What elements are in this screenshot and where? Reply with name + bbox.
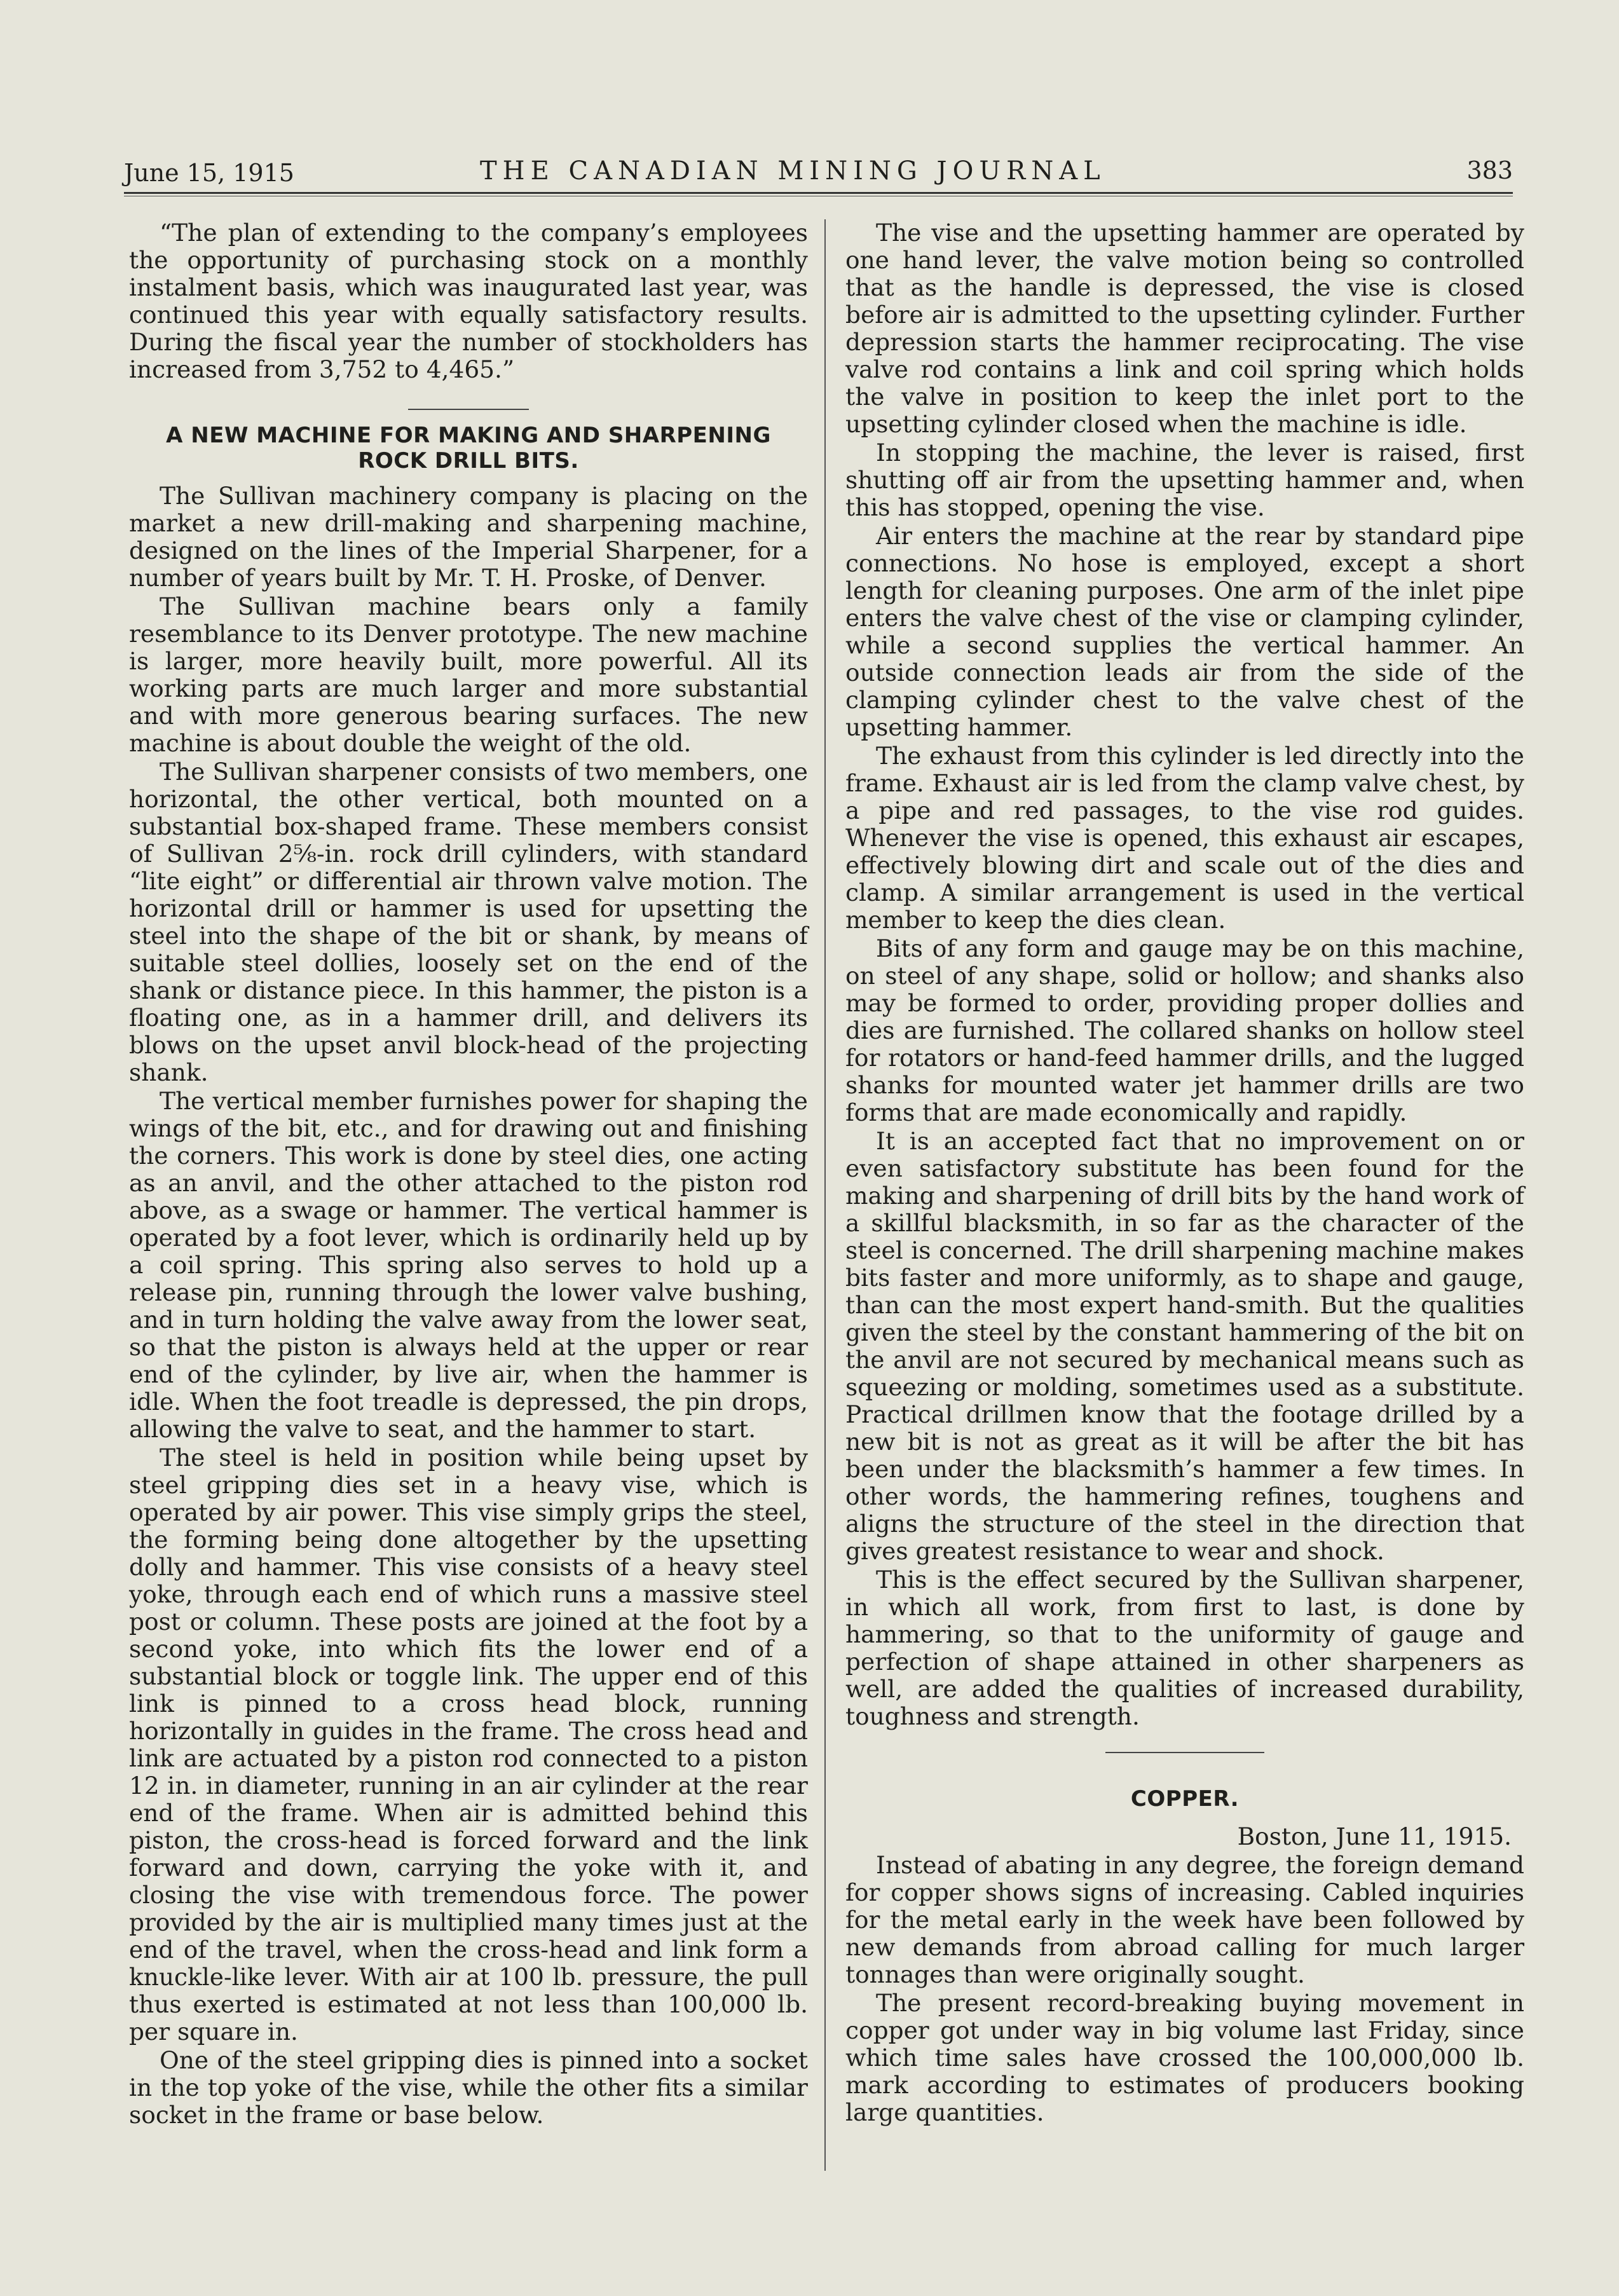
article-paragraph: One of the steel gripping dies is pinned into a socket in the top yoke of the vise, while the other fits a similar socket in the frame or base below. (129, 2046, 808, 2129)
article-paragraph: The Sullivan machinery company is placing on the market a new drill-making and sharpening machine, designed on the lines of the Imperial Sharpener, for a number of years built by Mr. T. H. Proske, of Denver. (129, 482, 808, 592)
article-paragraph: The Sullivan machine bears only a family resemblance to its Denver prototype. The new machine is larger, more heavily built, more powerful. All its working parts are much larger and more substantial and with more generous bearing surfaces. The new machine is about double the weight of the old. (129, 592, 808, 757)
article-paragraph: Bits of any form and gauge may be on this machine, on steel of any shape, solid or hollow; and shanks also may be formed to order, providing proper dollies and dies are furnished. The collared shanks on hollow steel for rotators or hand-feed hammer drills, and the lugged shanks for mounted water jet hammer drills are two forms that are made economically and rapidly. (845, 934, 1524, 1126)
copper-paragraph: The present record-breaking buying movement in copper got under way in big volume last Friday, since which time sales have crossed the 100,000,000 lb. mark according to estimates of producers booking large quantities. (845, 1989, 1524, 2126)
article-paragraph: The vise and the upsetting hammer are operated by one hand lever, the valve motion being so controlled that as the handle is depressed, the vise is closed before air is admitted to the upsetting cylinder. Further depression starts the hammer reciprocating. The vise valve rod contains a link and coil spring which holds the valve in position to keep the inlet port to the upsetting cylinder closed when the machine is idle. (845, 219, 1524, 438)
article-paragraph: This is the effect secured by the Sullivan sharpener, in which all work, from first to last, is done by hammering, so that to the uniformity of gauge and perfection of shape attained in other sharpeners as well, are added the qualities of increased durability, toughness and strength. (845, 1566, 1524, 1730)
issue-date: June 15, 1915 (124, 159, 294, 187)
article-paragraph: The exhaust from this cylinder is led directly into the frame. Exhaust air is led from the clamp valve chest, by a pipe and red passages, to the vise rod guides. Whenever the vise is opened, this exhaust air escapes, effectively blowing dirt and scale out of the dies and clamp. A similar arrangement is used in the vertical member to keep the dies clean. (845, 742, 1524, 934)
article-paragraph: The steel is held in position while being upset by steel gripping dies set in a heavy vise, which is operated by air power. This vise simply grips the steel, the forming being done altogether by the upsetting dolly and hammer. This vise consists of a heavy steel yoke, through each end of which runs a massive steel post or column. These posts are joined at the foot by a second yoke, into which fits the lower end of a substantial block or toggle link. The upper end of this link is pinned to a cross head block, running horizontally in guides in the frame. The cross head and link are actuated by a piston rod connected to a piston 12 in. in diameter, running in an air cylinder at the rear end of the frame. When air is admitted behind this piston, the cross-head is forced forward and the link forward and down, carrying the yoke with it, and closing the vise with tremendous force. The power provided by the air is multiplied many times just at the end of the travel, when the cross-head and link form a knuckle-like lever. With air at 100 lb. pressure, the pull thus exerted is estimated at not less than 100,000 lb. per square in. (129, 1444, 808, 2046)
article-paragraph: It is an accepted fact that no improvement on or even satisfactory substitute has been found for the making and sharpening of drill bits by the hand work of a skillful blacksmith, in so far as the character of the steel is concerned. The drill sharpening machine makes bits faster and more uniformly, as to shape and gauge, than can the most expert hand-smith. But the qualities given the steel by the constant hammering of the bit on the anvil are not secured by mechanical means such as squeezing or molding, sometimes used as a substitute. Practical drillmen know that the footage drilled by a new bit is not as great as it will be after the bit has been under the blacksmith’s hammer a few times. In other words, the hammering refines, toughens and aligns the structure of the steel in the direction that gives greatest resistance to wear and shock. (845, 1127, 1524, 1565)
article-paragraph: Air enters the machine at the rear by standard pipe connections. No hose is employed, except a short length for cleaning purposes. One arm of the inlet pipe enters the valve chest of the vise or clamping cylinder, while a second supplies the vertical hammer. An outside connection leads air from the side of the clamping cylinder chest to the valve chest of the upsetting hammer. (845, 522, 1524, 741)
article-paragraph: In stopping the machine, the lever is raised, first shutting off air from the upsetting hammer and, when this has stopped, opening the vise. (845, 439, 1524, 521)
copper-paragraph: Instead of abating in any degree, the foreign demand for copper shows signs of increasing. Cabled inquiries for the metal early in the week have been followed by new demands from abroad calling for much larger tonnages than were originally sought. (845, 1851, 1524, 1988)
left-column (129, 219, 808, 2129)
page-header (124, 153, 1513, 191)
copper-title: COPPER. (1130, 1786, 1240, 1812)
article-title: A NEW MACHINE FOR MAKING AND SHARPENING ROCK DRILL BITS. (166, 423, 771, 474)
right-column (845, 219, 1524, 2126)
header-rule (124, 192, 1513, 196)
intro-quote: “The plan of extending to the company’s employees the opportunity of purchasing stock on a monthly instalment basis, which was inaugurated last year, was continued this year with equally satisfactory results. During the fiscal year the number of stockholders has increased from 3,752 to 4,465.” (129, 219, 808, 383)
copper-dateline: Boston, June 11, 1915. (1237, 1822, 1512, 1850)
article-paragraph: The Sullivan sharpener consists of two members, one horizontal, the other vertical, both mounted on a substantial box-shaped frame. These members consist of Sullivan 2⅝-in. rock drill cylinders, with standard “lite eight” or differential air thrown valve motion. The horizontal drill or hammer is used for upsetting the steel into the shape of the bit or shank, by means of suitable steel dollies, loosely set on the end of the shank or distance piece. In this hammer, the piston is a floating one, as in a hammer drill, and delivers its blows on the upset anvil block-head of the projecting shank. (129, 758, 808, 1086)
article-paragraph: The vertical member furnishes power for shaping the wings of the bit, etc., and for drawing out and finishing the corners. This work is done by steel dies, one acting as an anvil, and the other attached to the piston rod above, as a swage or hammer. The vertical hammer is operated by a foot lever, which is ordinarily held up by a coil spring. This spring also serves to hold up a release pin, running through the lower valve bushing, and in turn holding the valve away from the lower seat, so that the piston is always held at the upper or rear end of the cylinder, by live air, when the hammer is idle. When the foot treadle is depressed, the pin drops, allowing the valve to seat, and the hammer to start. (129, 1087, 808, 1443)
journal-title: THE CANADIAN MINING JOURNAL (480, 156, 1106, 186)
column-divider (824, 219, 826, 2171)
page-number: 383 (1466, 156, 1513, 184)
